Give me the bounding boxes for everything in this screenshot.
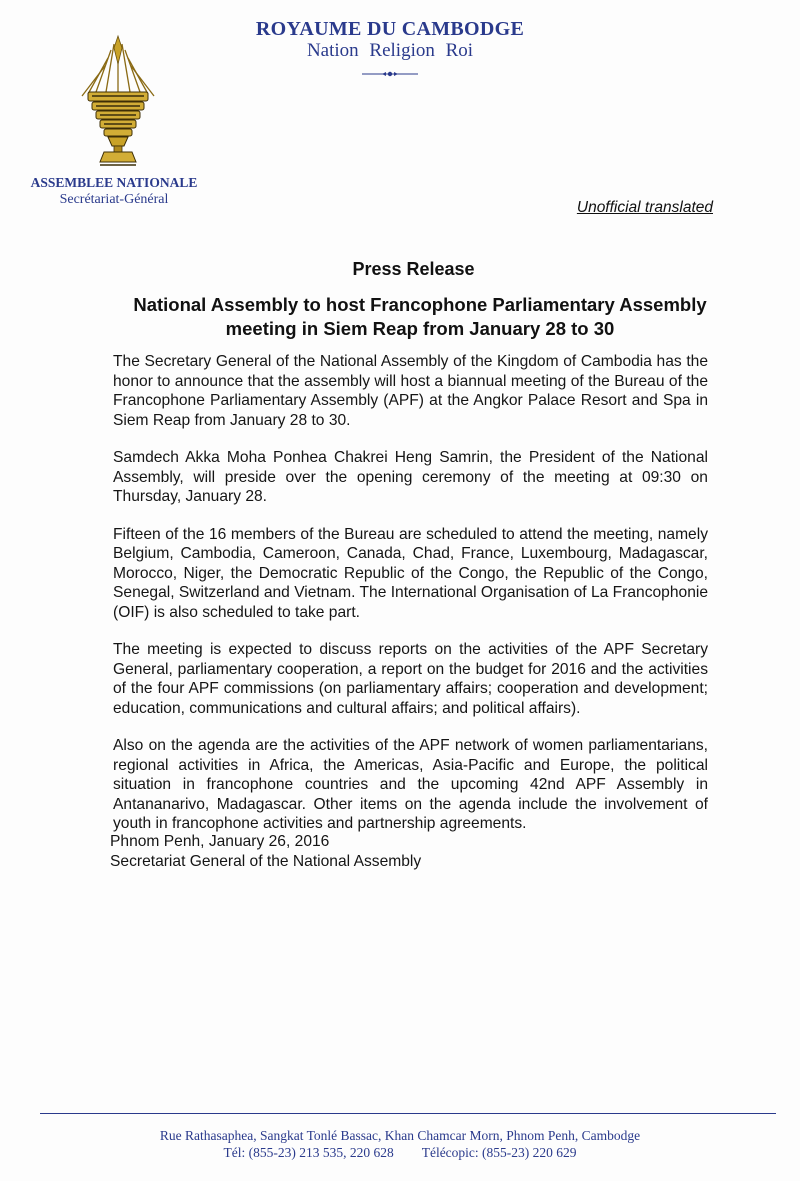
body-paragraph: Fifteen of the 16 members of the Bureau are scheduled to attend the meeting, namely Belgium, Cambodia, Cameroon, Canada, Chad, France, Luxembourg, Madagascar, Morocco, Niger, the Democratic Republic of the Congo, the Republic of the Congo, Senegal, Switzerland and Vietnam. The International Organisation of La Francophonie (OIF) is also scheduled to take part. [113,525,708,621]
body-paragraph: The meeting is expected to discuss reports on the activities of the APF Secretary General, parliamentary cooperation, a report on the budget for 2016 and the activities of the four APF commissions (on parliamentary affairs; cooperation and development; education, communications and cultural affairs; and political affairs). [113,641,708,717]
signatory: Secretariat General of the National Assembly [110,852,422,870]
assembly-name: ASSEMBLEE NATIONALE [30,175,198,190]
signoff [110,832,421,871]
kingdom-motto: Nation Religion Roi [306,40,474,61]
footer-divider [40,1113,776,1114]
body-paragraph: Also on the agenda are the activities of the APF network of women parliamentarians, regional activities in Africa, the Americas, Asia-Pacific and Europe, the political situation in francophone countries and the upcoming 42nd APF Assembly in Antananarivo, Madagascar. Other items on the agenda include the involvement of youth in francophone activities and partnership agreements. [113,737,708,832]
motto-ornament-icon [362,70,418,78]
place-and-date: Phnom Penh, January 26, 2016 [110,833,330,850]
footer-fax: Télécopic: (855-23) 220 629 [421,1145,577,1160]
national-assembly-emblem-icon [78,34,158,168]
body-paragraph: The Secretary General of the National Assembly of the Kingdom of Cambodia has the honor to announce that the assembly will host a biannual meeting of the Bureau of the Francophone Parliamentary Assembly (APF) at the Angkor Palace Resort and Spa in Siem Reap from January 28 to 30. [113,353,708,429]
document-heading: Press Release [352,259,475,279]
unofficial-translation-note: Unofficial translated [576,199,713,216]
body-text [113,352,708,852]
secretariat-name: Secrétariat-Général [59,192,169,207]
kingdom-title: ROYAUME DU CAMBODGE [255,18,525,40]
footer-contact [0,1145,800,1161]
body-paragraph: Samdech Akka Moha Ponhea Chakrei Heng Samrin, the President of the National Assembly, will preside over the opening ceremony of the meeting at 09:30 on Thursday, January 28. [113,449,708,505]
footer-address: Rue Rathasaphea, Sangkat Tonlé Bassac, Khan Chamcar Morn, Phnom Penh, Cambodge [159,1128,641,1143]
press-release-headline: National Assembly to host Francophone Parliamentary Assembly meeting in Siem Reap from January 28 to 30 [133,294,707,339]
footer-telephone: Tél: (855-23) 213 535, 220 628 [223,1145,394,1160]
